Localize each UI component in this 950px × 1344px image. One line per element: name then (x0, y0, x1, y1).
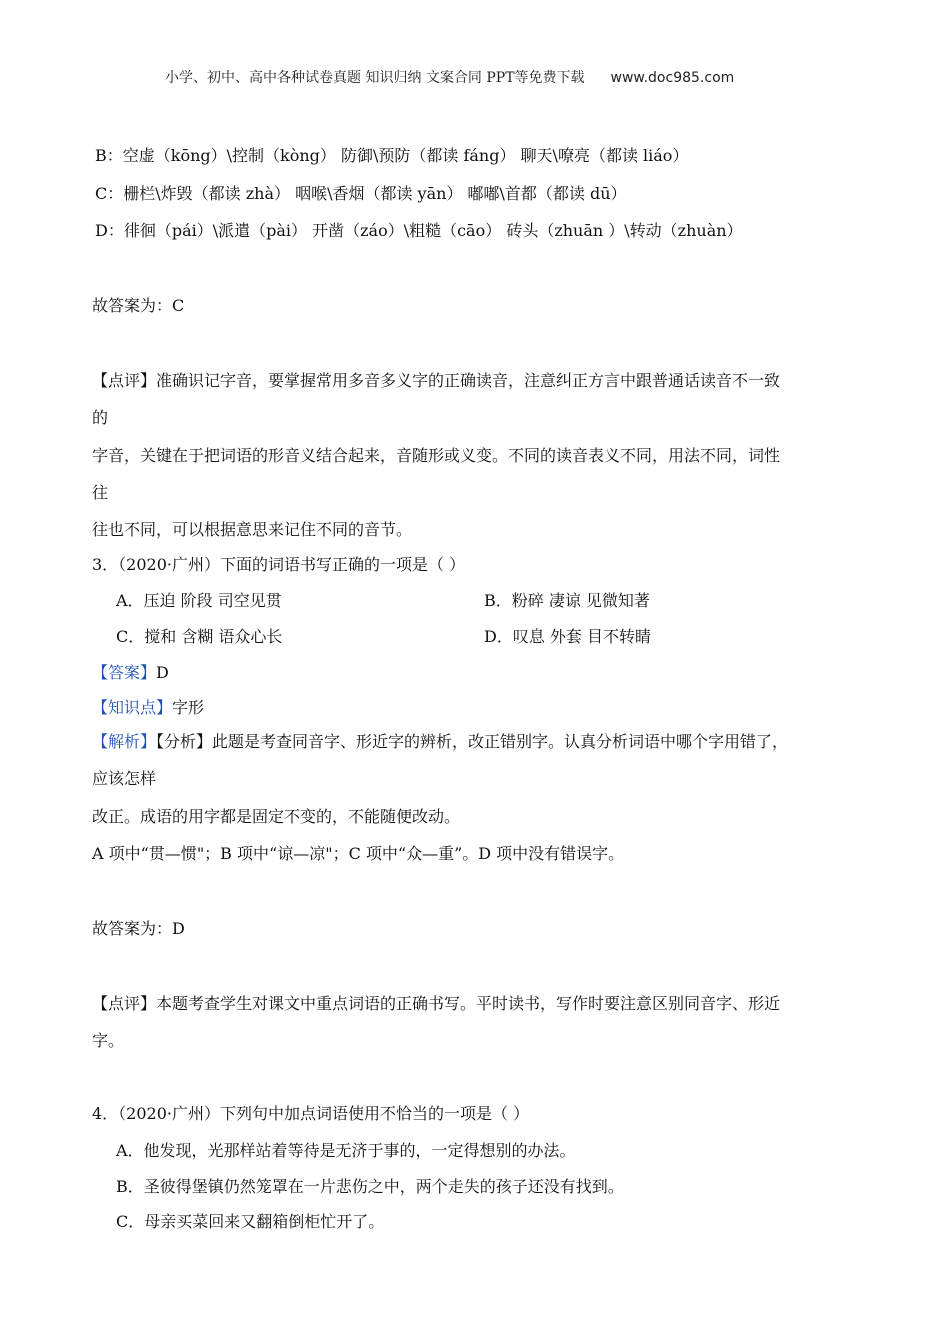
q3-answer-line (92, 662, 169, 684)
q2-comment-line-1 (92, 370, 780, 392)
q3-analysis-line-4: A 项中“贯—惯"；B 项中“谅—凉"；C 项中“众—重”。D 项中没有错误字。 (92, 844, 625, 863)
q3-knowledge-line (92, 697, 204, 719)
header-text: 小学、初中、高中各种试卷真题 知识归纳 文案合同 PPT等免费下载 (165, 70, 585, 86)
q2-comment-text: 准确识记字音，要掌握常用多音多义字的正确读音，注意纠正方言中跟普通话读音不一致 (156, 371, 781, 390)
q4-stem: 4．（2020·广州）下列句中加点词语使用不恰当的一项是（ ） (92, 1104, 530, 1123)
q3-analysis-line-2: 应该怎样 (92, 769, 157, 788)
q3-knowledge-tag: 【知识点】 (92, 698, 173, 717)
q2-option-d: D：徘徊（pái）\派遣（pài） 开凿（záo）\粗糙（cāo） 砖头（zhuān ）\转动（zhuàn） (95, 221, 743, 240)
page-header (165, 68, 734, 88)
q3-option-d: D．叹息 外套 目不转睛 (484, 627, 652, 646)
q3-stem: 3．（2020·广州）下面的词语书写正确的一项是（ ） (92, 555, 466, 574)
q2-option-c: C：栅栏\炸毁（都读 zhà） 咽喉\香烟（都读 yān） 嘟嘟\首都（都读 dū） (95, 184, 627, 203)
q2-comment-line-2: 的 (92, 408, 109, 427)
q3-analysis-tag: 【解析】 (92, 732, 157, 751)
q4-option-a: A．他发现，光那样站着等待是无济于事的，一定得想别的办法。 (116, 1141, 576, 1160)
q3-comment-line-1: 【点评】本题考查学生对课文中重点词语的正确书写。平时读书，写作时要注意区别同音字、形近 (92, 994, 781, 1013)
header-site-link[interactable]: www.doc985.com (610, 70, 735, 86)
q3-comment-line-2: 字。 (92, 1031, 125, 1050)
q3-analysis-line-1 (92, 731, 788, 753)
q2-answer: 故答案为：C (92, 296, 185, 315)
q3-option-a: A．压迫 阶段 司空见贯 (116, 591, 282, 610)
q2-comment-tag: 【点评】 (92, 371, 157, 390)
q3-answer: 故答案为：D (92, 919, 185, 938)
q2-option-b: B：空虚（kōng）\控制（kòng） 防御\预防（都读 fáng） 聊天\嘹亮（都读 liáo） (95, 146, 689, 165)
q3-option-c: C．搅和 含糊 语众心长 (116, 627, 283, 646)
q2-comment-line-4: 往 (92, 483, 109, 502)
q2-comment-line-3: 字音，关键在于把词语的形音义结合起来，音随形或义变。不同的读音表义不同，用法不同，词性 (92, 446, 781, 465)
q3-analysis-line-3: 改正。成语的用字都是固定不变的，不能随便改动。 (92, 807, 461, 826)
q4-option-c: C．母亲买菜回来又翻箱倒柜忙开了。 (116, 1212, 385, 1231)
q3-option-b: B．粉碎 凄谅 见微知著 (484, 591, 650, 610)
q2-comment-line-5: 往也不同，可以根据意思来记住不同的音节。 (92, 520, 413, 539)
q3-answer-value: D (156, 663, 169, 682)
q3-analysis-text: 【分析】此题是考查同音字、形近字的辨析，改正错别字。认真分析词语中哪个字用错了， (156, 732, 789, 751)
q3-answer-tag: 【答案】 (92, 663, 157, 682)
q3-knowledge-value: 字形 (172, 698, 205, 717)
q4-option-b: B．圣彼得堡镇仍然笼罩在一片悲伤之中，两个走失的孩子还没有找到。 (116, 1177, 624, 1196)
